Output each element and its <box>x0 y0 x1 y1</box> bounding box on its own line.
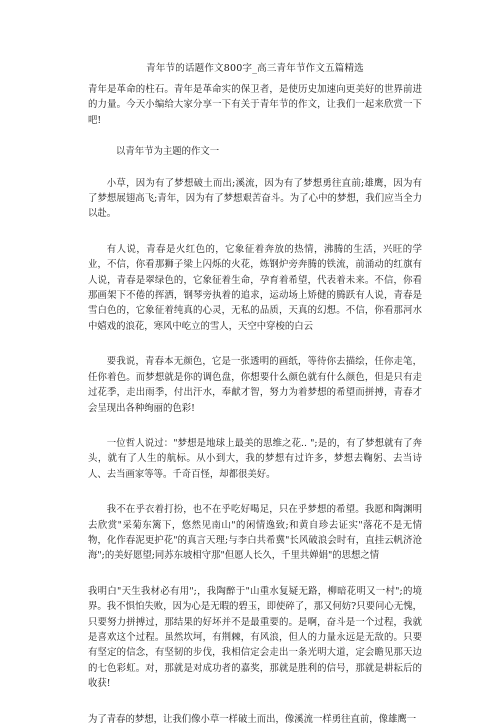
spacer <box>88 416 422 436</box>
spacer <box>88 160 422 176</box>
body-paragraph: 我不在乎衣着打扮，也不在乎吃好喝足，只在乎梦想的希望。我愿和陶渊明去欣赏"采菊东篱下，悠然见南山"的闲情逸致;和黄自珍去证实"落花不是无情物，化作春泥更护花"的真言天理;与李白共希冀"长风破浪会时有，直挂云帆济沧海";的美好愿望;同苏东坡相守那"但愿人长久，千里共婵娟"的思想之情 <box>88 504 422 562</box>
body-paragraph: 一位哲人说过："梦想是地球上最美的思维之花.. ";是的，有了梦想就有了奔头，就有了人生的航标。从小到大，我的梦想有过许多，梦想去鞠躬、去当诗人、去当画家等等。千奇百怪，却都很美好。 <box>88 437 422 480</box>
body-paragraph: 我明白"天生我材必有用";，我陶醉于"山重水复疑无路，柳暗花明又一村";的境界。我不惧怕失败，因为心是无暇的碧玉，即使碎了，那又何妨?只要问心无愧，只要努力拼搏过，那结果的好坏并不是最重要的。是啊，奋斗是一个过程，我就是喜欢这个过程。虽然坎坷，有荆棘，有风浪，但人的力量永远是无敌的。只要有坚定的信念，有坚韧的步伐，我相信定会走出一条光明大道，定会瞻见那天边的七色彩虹。对，那就是对成功者的嘉奖，那就是胜利的信号，那就是耕耘后的收获! <box>88 585 422 690</box>
document-title: 青年节的话题作文800字_高三青年节作文五篇精选 <box>146 63 364 74</box>
section-heading: 以青年节为主题的作文一 <box>116 146 220 158</box>
body-paragraph: 要我说，青春本无颜色，它是一张透明的画纸，等待你去描绘，任你走笔，任你着色。而梦想就是你的调色盘，你想要什么颜色就有什么颜色，但是只有走过花季，走出雨季，付出汗水，奉献才智，努力为着梦想的希望而拼搏，青春才会呈现出各种绚丽的色彩! <box>88 356 422 414</box>
spacer <box>88 482 422 502</box>
spacer <box>88 334 422 354</box>
spacer <box>88 128 422 144</box>
spacer <box>88 564 422 584</box>
body-paragraph: 小草，因为有了梦想破土而出;溪流，因为有了梦想勇往直前;雄鹰，因为有了梦想展翅高飞;青年，因为有了梦想艰苦奋斗。为了心中的梦想，我们应当全力以赴。 <box>88 177 422 220</box>
intro-paragraph: 青年是革命的柱石。青年是革命实的保卫者，是使历史加速向更美好的世界前进的力量。今天小编给大家分享一下有关于青年节的作文，让我们一起来欣赏一下吧! <box>88 84 422 126</box>
body-paragraph: 有人说，青春是火红色的，它象征着奔放的热情，沸腾的生活，兴旺的学业，不信，你看那狮子梁上闪烁的火花，炼钢炉旁奔腾的铁流，前涌动的红旗有人说，青春是翠绿色的，它象征着生命，孕育着希望，代表着未来。不信，你看那画架下不倦的挥洒，钢琴旁执着的追求，运动场上矫健的腾跃有人说，青春是雪白色的，它象征着纯真的心灵，无私的品质，天真的幻想。不信，你看那河水中嬉戏的浪花，寒风中屹立的雪人，天空中穿梭的白云 <box>88 243 422 332</box>
spacer <box>88 222 422 242</box>
spacer <box>88 692 422 712</box>
body-paragraph: 为了青春的梦想，让我们像小草一样破土而出，像溪流一样勇往直前，像雄鹰一 <box>88 713 417 725</box>
